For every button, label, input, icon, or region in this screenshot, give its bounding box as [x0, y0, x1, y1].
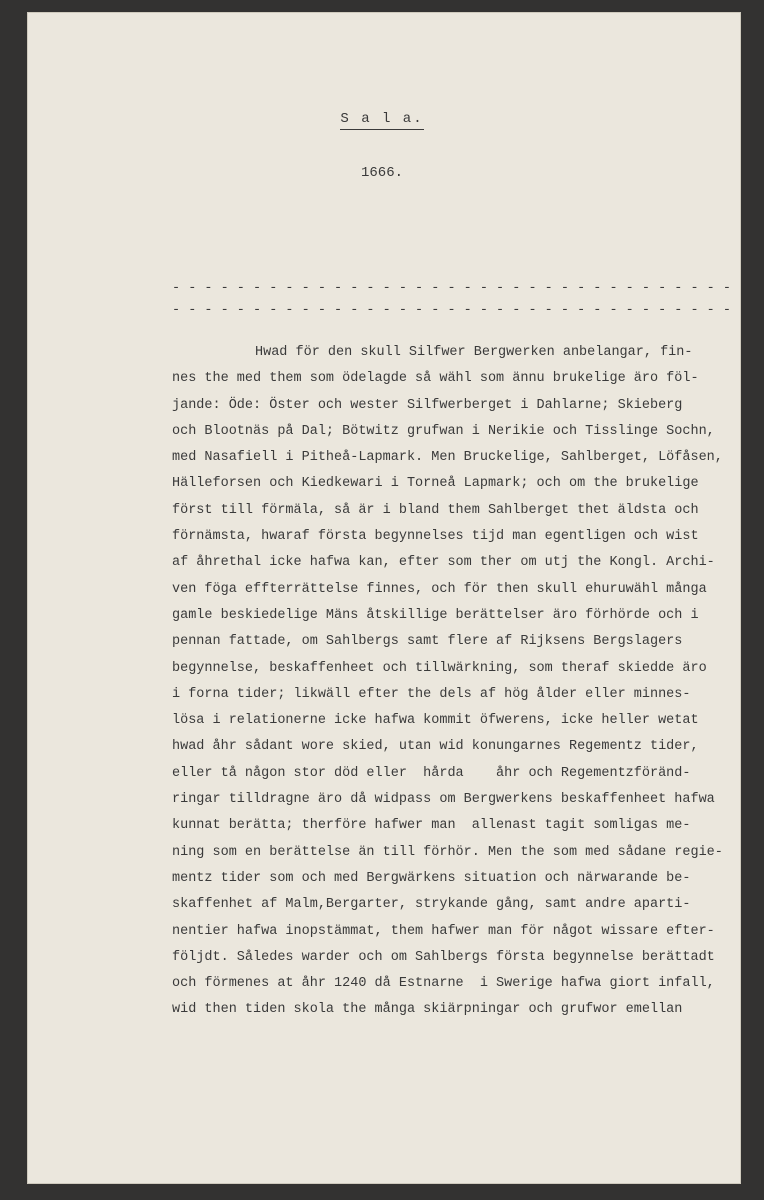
text-line: ven föga effterrättelse finnes, och för then skull ehuruwähl många	[172, 581, 707, 597]
text-line: följdt. Således warder och om Sahlbergs första begynnelse berättadt	[172, 949, 715, 965]
text-line: kunnat berätta; therföre hafwer man allenast tagit somligas me-	[172, 818, 691, 834]
text-line: gamle beskiedelige Mäns åtskillige berättelser äro förhörde och i	[172, 607, 699, 623]
separator-line: - - - - - - - - - - - - - - - - - - - - - - - - - - - - - - - - - - -	[172, 281, 731, 296]
text-line: wid then tiden skola the många skiärpningar och grufwor emellan	[172, 1002, 683, 1018]
text-line: Hwad för den skull Silfwer Bergwerken anbelangar, fin-	[255, 345, 693, 360]
text-line: och Blootnäs på Dal; Bötwitz grufwan i Nerikie och Tisslinge Sochn,	[172, 423, 715, 439]
text-line: pennan fattade, om Sahlbergs samt flere af Rijksens Bergslagers	[172, 634, 683, 650]
text-line: begynnelse, beskaffenheet och tillwärkning, som theraf skiedde äro	[172, 660, 707, 676]
title-text: S a l a.	[340, 111, 423, 130]
document-title	[0, 111, 764, 127]
text-line: nes the med them som ödelagde så wähl som ännu brukelige äro föl-	[172, 371, 699, 387]
text-line: skaffenhet af Malm,Bergarter, strykande gång, samt andre aparti-	[172, 897, 691, 913]
text-line: Hälleforsen och Kiedkewari i Torneå Lapmark; och om the brukelige	[172, 476, 699, 492]
separator-line: - - - - - - - - - - - - - - - - - - - - - - - - - - - - - - - - - - -	[172, 303, 731, 318]
text-line: med Nasafiell i Pitheå-Lapmark. Men Bruckelige, Sahlberget, Löfåsen,	[172, 450, 723, 466]
text-line: jande: Öde: Öster och wester Silfwerberget i Dahlarne; Skieberg	[172, 397, 683, 413]
text-line: af åhrethal icke hafwa kan, efter som ther om utj the Kongl. Archi-	[172, 555, 715, 571]
text-line: eller tå någon stor död eller hårda åhr och Regementzföränd-	[172, 765, 691, 781]
text-line: hwad åhr sådant wore skied, utan wid konungarnes Regementz tider,	[172, 739, 699, 755]
document-body	[172, 340, 723, 1024]
text-line: och förmenes at åhr 1240 då Estnarne i Swerige hafwa giort infall,	[172, 976, 715, 992]
text-line: mentz tider som och med Bergwärkens situation och närwarande be-	[172, 870, 691, 886]
text-line: förnämsta, hwaraf första begynnelses tijd man egentligen och wist	[172, 529, 699, 545]
text-line: ringar tilldragne äro då widpass om Bergwerkens beskaffenheet hafwa	[172, 792, 715, 808]
text-line: först till förmäla, så är i bland them Sahlberget thet äldsta och	[172, 502, 699, 518]
text-line: ning som en berättelse än till förhör. Men the som med sådane regie-	[172, 844, 723, 860]
text-line: i forna tider; likwäll efter the dels af hög ålder eller minnes-	[172, 686, 691, 702]
text-line: nentier hafwa inopstämmat, them hafwer man för något wissare efter-	[172, 923, 715, 939]
document-year: 1666.	[360, 165, 403, 181]
text-line: lösa i relationerne icke hafwa kommit öfwerens, icke heller wetat	[172, 713, 699, 729]
